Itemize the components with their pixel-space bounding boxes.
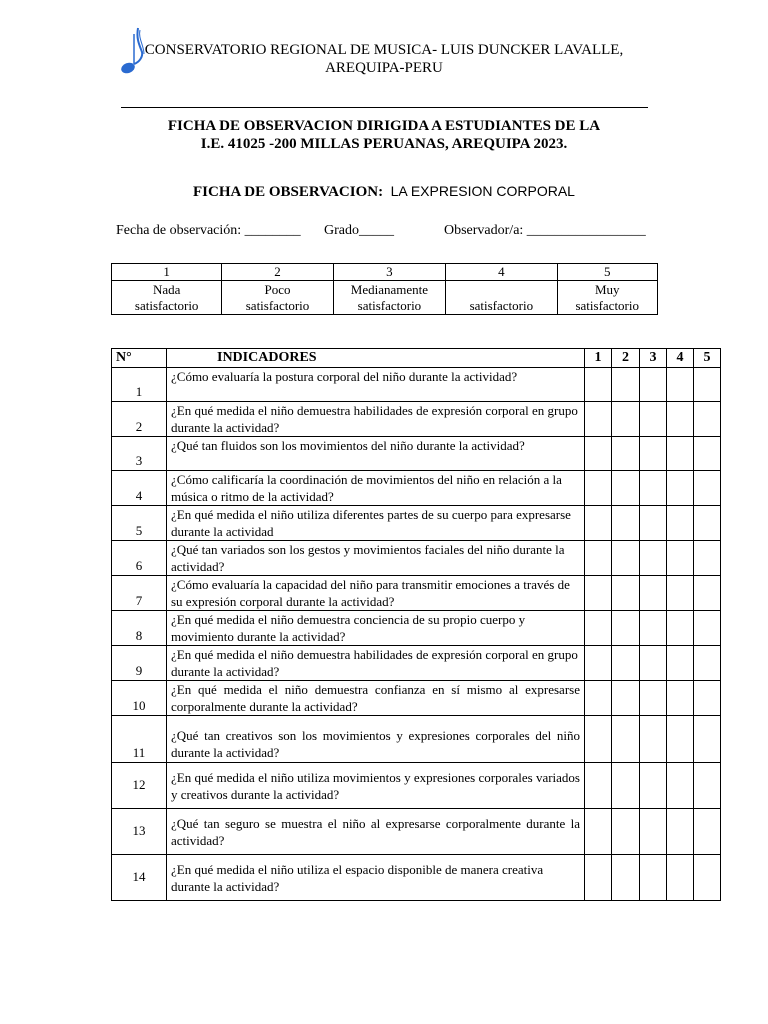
indicator-text: ¿En qué medida el niño demuestra habilidades de expresión corporal en grupo durante la actividad? [167, 402, 585, 437]
scale-label-line: satisfactorio [575, 298, 640, 313]
col-header-score: 2 [612, 349, 640, 368]
scale-label-line: Medianamente [350, 282, 429, 297]
score-cell[interactable] [640, 646, 667, 681]
row-number: 6 [112, 541, 167, 576]
indicator-text: ¿Cómo calificaría la coordinación de movimientos del niño en relación a la música o ritmo de la actividad? [167, 471, 585, 506]
score-cell[interactable] [694, 681, 721, 716]
score-cell[interactable] [585, 471, 612, 506]
scale-label [446, 281, 557, 315]
table-row [112, 576, 721, 611]
score-cell[interactable] [694, 506, 721, 541]
score-cell[interactable] [694, 716, 721, 763]
row-number: 5 [112, 506, 167, 541]
scale-label-line: Poco [264, 282, 291, 297]
score-cell[interactable] [667, 763, 694, 809]
table-row [112, 809, 721, 855]
score-cell[interactable] [612, 681, 640, 716]
score-cell[interactable] [612, 402, 640, 437]
row-number: 3 [112, 437, 167, 471]
fecha-field[interactable]: Fecha de observación: ________ [116, 223, 301, 238]
row-number: 1 [112, 368, 167, 402]
table-row [112, 763, 721, 809]
document-title-line2: I.E. 41025 -200 MILLAS PERUANAS, AREQUIPA 2023. [200, 136, 568, 152]
scale-label-line: Nada [152, 282, 181, 297]
score-cell[interactable] [612, 576, 640, 611]
row-number: 11 [112, 716, 167, 763]
header-divider [121, 107, 648, 108]
scale-number: 3 [333, 264, 446, 281]
score-cell[interactable] [612, 716, 640, 763]
table-row [112, 646, 721, 681]
col-header-score: 4 [667, 349, 694, 368]
table-row [112, 716, 721, 763]
scale-label [112, 281, 222, 315]
score-cell[interactable] [585, 855, 612, 901]
score-cell[interactable] [612, 506, 640, 541]
score-cell[interactable] [585, 437, 612, 471]
indicator-text: ¿Qué tan variados son los gestos y movimientos faciales del niño durante la actividad? [167, 541, 585, 576]
table-row [112, 681, 721, 716]
grado-field[interactable]: Grado_____ [324, 223, 394, 238]
score-cell[interactable] [640, 763, 667, 809]
score-cell[interactable] [667, 716, 694, 763]
score-cell[interactable] [694, 471, 721, 506]
score-cell[interactable] [667, 368, 694, 402]
score-cell[interactable] [612, 646, 640, 681]
row-number: 7 [112, 576, 167, 611]
institution-name: CONSERVATORIO REGIONAL DE MUSICA- LUIS DUNCKER LAVALLE, [144, 42, 624, 58]
scale-number: 5 [557, 264, 658, 281]
score-cell[interactable] [640, 471, 667, 506]
score-cell[interactable] [694, 611, 721, 646]
scale-label [333, 281, 446, 315]
indicator-text: ¿En qué medida el niño demuestra conciencia de su propio cuerpo y movimiento durante la actividad? [167, 611, 585, 646]
table-row [112, 368, 721, 402]
score-cell[interactable] [640, 611, 667, 646]
score-cell[interactable] [612, 368, 640, 402]
score-cell[interactable] [694, 576, 721, 611]
form-subtitle [0, 183, 768, 201]
scale-label [222, 281, 333, 315]
scale-label-row [112, 281, 658, 315]
score-cell[interactable] [667, 541, 694, 576]
score-cell[interactable] [667, 471, 694, 506]
score-cell[interactable] [585, 541, 612, 576]
observador-field[interactable]: Observador/a: _________________ [444, 223, 646, 238]
indicator-text: ¿En qué medida el niño demuestra confianza en sí mismo al expresarse corporalmente durante la actividad? [167, 681, 585, 716]
score-cell[interactable] [667, 681, 694, 716]
table-row [112, 506, 721, 541]
score-cell[interactable] [612, 763, 640, 809]
col-header-number: N° [112, 349, 167, 368]
score-cell[interactable] [612, 809, 640, 855]
score-cell[interactable] [694, 646, 721, 681]
score-cell[interactable] [694, 855, 721, 901]
score-cell[interactable] [585, 716, 612, 763]
scale-number-row [112, 264, 658, 281]
indicator-text: ¿Qué tan creativos son los movimientos y expresiones corporales del niño durante la actividad? [167, 716, 585, 763]
score-cell[interactable] [640, 681, 667, 716]
score-cell[interactable] [640, 541, 667, 576]
score-cell[interactable] [640, 368, 667, 402]
row-number: 10 [112, 681, 167, 716]
score-cell[interactable] [694, 763, 721, 809]
score-cell[interactable] [667, 437, 694, 471]
score-cell[interactable] [667, 809, 694, 855]
row-number: 14 [112, 855, 167, 901]
score-cell[interactable] [640, 576, 667, 611]
table-row [112, 855, 721, 901]
row-number: 4 [112, 471, 167, 506]
score-cell[interactable] [694, 402, 721, 437]
subtitle-value: LA EXPRESION CORPORAL [390, 183, 575, 199]
score-cell[interactable] [640, 402, 667, 437]
col-header-indicators: INDICADORES [167, 349, 585, 368]
score-cell[interactable] [585, 576, 612, 611]
scale-label [557, 281, 658, 315]
scale-label-line: satisfactorio [357, 298, 422, 313]
scale-number: 2 [222, 264, 333, 281]
row-number: 8 [112, 611, 167, 646]
score-cell[interactable] [667, 576, 694, 611]
scale-number: 4 [446, 264, 557, 281]
indicator-text: ¿Cómo evaluaría la postura corporal del niño durante la actividad? [167, 368, 585, 402]
score-cell[interactable] [585, 611, 612, 646]
score-cell[interactable] [585, 809, 612, 855]
score-cell[interactable] [612, 541, 640, 576]
col-header-score: 5 [694, 349, 721, 368]
rating-scale-table [111, 263, 658, 315]
indicator-text: ¿Qué tan seguro se muestra el niño al expresarse corporalmente durante la actividad? [167, 809, 585, 855]
indicator-text: ¿Qué tan fluidos son los movimientos del niño durante la actividad? [167, 437, 585, 471]
table-row [112, 541, 721, 576]
scale-label-line: satisfactorio [245, 298, 310, 313]
row-number: 2 [112, 402, 167, 437]
row-number: 9 [112, 646, 167, 681]
score-cell[interactable] [667, 402, 694, 437]
score-cell[interactable] [694, 809, 721, 855]
col-header-score: 1 [585, 349, 612, 368]
score-cell[interactable] [585, 402, 612, 437]
indicator-text: ¿En qué medida el niño demuestra habilidades de expresión corporal en grupo durante la actividad? [167, 646, 585, 681]
score-cell[interactable] [585, 646, 612, 681]
score-cell[interactable] [585, 368, 612, 402]
score-cell[interactable] [612, 611, 640, 646]
score-cell[interactable] [585, 763, 612, 809]
document-title-line1: FICHA DE OBSERVACION DIRIGIDA A ESTUDIANTES DE LA [167, 118, 601, 134]
table-row [112, 437, 721, 471]
table-row [112, 611, 721, 646]
score-cell[interactable] [694, 437, 721, 471]
score-cell[interactable] [667, 855, 694, 901]
col-header-score: 3 [640, 349, 667, 368]
scale-label-line: Muy [594, 282, 620, 297]
scale-number: 1 [112, 264, 222, 281]
indicators-table [111, 348, 721, 901]
table-row [112, 402, 721, 437]
score-cell[interactable] [640, 809, 667, 855]
score-cell[interactable] [640, 855, 667, 901]
indicator-text: ¿En qué medida el niño utiliza el espacio disponible de manera creativa durante la actividad? [167, 855, 585, 901]
score-cell[interactable] [667, 506, 694, 541]
score-cell[interactable] [694, 368, 721, 402]
score-cell[interactable] [694, 541, 721, 576]
score-cell[interactable] [612, 437, 640, 471]
score-cell[interactable] [667, 646, 694, 681]
institution-city: AREQUIPA-PERU [325, 60, 443, 76]
scale-label-line: satisfactorio [134, 298, 199, 313]
score-cell[interactable] [612, 855, 640, 901]
row-number: 13 [112, 809, 167, 855]
score-cell[interactable] [667, 611, 694, 646]
score-cell[interactable] [640, 437, 667, 471]
table-header-row [112, 349, 721, 368]
score-cell[interactable] [640, 506, 667, 541]
indicator-text: ¿En qué medida el niño utiliza diferentes partes de su cuerpo para expresarse durante la actividad [167, 506, 585, 541]
row-number: 12 [112, 763, 167, 809]
indicator-text: ¿Cómo evaluaría la capacidad del niño para transmitir emociones a través de su expresión corporal durante la actividad? [167, 576, 585, 611]
subtitle-label: FICHA DE OBSERVACION: [193, 184, 384, 200]
score-cell[interactable] [585, 681, 612, 716]
score-cell[interactable] [612, 471, 640, 506]
score-cell[interactable] [640, 716, 667, 763]
score-cell[interactable] [585, 506, 612, 541]
scale-label-line: satisfactorio [469, 298, 534, 313]
indicator-text: ¿En qué medida el niño utiliza movimientos y expresiones corporales variados y creativos durante la actividad? [167, 763, 585, 809]
table-row [112, 471, 721, 506]
